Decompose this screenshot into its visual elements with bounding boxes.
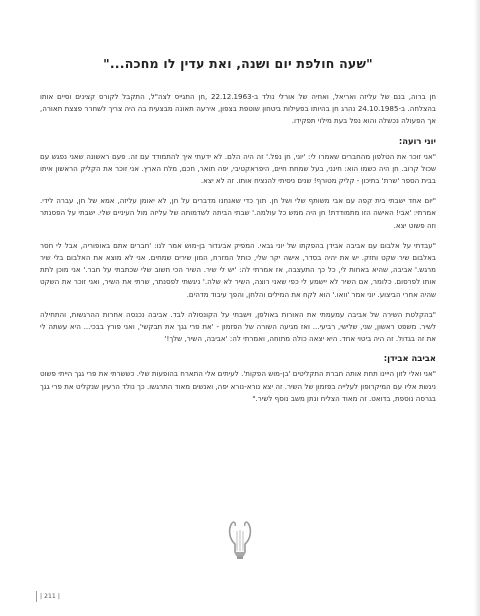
- section-heading-aviva: אביבה אבידן:: [383, 353, 436, 364]
- yoni-paragraph-1: "אני זוכר את הטלפון מהחברים שאמרו לי: 'יוני, חן נפל.' זה היה הלם. לא ידעתי איך להתמודד עם זה. פעם ראשונה שאני נפגש עם שכול קרוב. חן היה כשמו הוא: חינני, בעל שמחת חיים, היפראקטיבי, יפה תואר, חכם, מלח הארץ. אני זוכר את הקליק הראשון איתו בבית הספר 'שרת' בתיכון - קליק מטורף! שנים ניסיתי להנציח אותו. זה לא יצא.: [40, 151, 436, 186]
- page-edge-shadow: [474, 0, 480, 616]
- yoni-paragraph-4: "בהקלטת השירה של אביבה עמעמתי את האורות באולפן, וישבתי על הקונסולה לבד. אביבה נכנסה אחרות ההרגשות, והתחילה לשיר. משפט ראשון, שני, שלישי, רביעי... ואז מגיעה השורה של הפזמון - 'את פרי גגך את תבקשי', ואני פורץ בבכי... היא עשתה לי את זה בגדול. זה היה ביטוי אחד. היא יצאה כולה מתוחה, ואמרתי לה: 'אביבה, השיר, שלך!': [40, 309, 436, 344]
- lyre-icon: [226, 519, 254, 561]
- yoni-paragraph-3: "עבדתי על אלבום עם אביבה אבידן בהפקתו של יוני גבאי. המפיק אביגדור בן-מוש אמר לנו: 'חברים אתם באופוריה, אבל לי חסר באלבום שיר שקט וחזק. יש את יהיה בסדר, אישה יקר שלי, כותל המזרח, המון שירים שמחים. אני לא מוצא את האלבום בלי שיר מרגש.' אביבה, שהיא באחות לי, כל כך התעצבה, אז אמרתי לה: 'יש לי שיר. השיר הכי חשוב שלי שכתבתי על חבר.' אני מוכן לתת אותו לפרסום. כלומר, אם השיר לא יישמע לי כפי שאני רוצה, השיר לא שלה.' ניגשתי לפסנתר, שרתי את השיר, ואני זוכר את השקט שהיה אחרי הביצוע. יוני אמר 'וואו.' הוא לקח את המילים והלחן, והפך עיבוד מדהים.: [40, 240, 436, 299]
- article-body: [40, 56, 436, 413]
- section-heading-yoni: יוני רועה:: [398, 135, 436, 146]
- article-title: "שעה חולפת יום ושנה, ואת עדין לו מחכה...": [103, 56, 373, 71]
- yoni-paragraph-2: "יום אחד ישבתי בית קפה עם אבי משותף שלי ושל חן. תוך כדי שאנחנו מדברים על חן, לא יאומן עליזה, אמא של חן, עברה לידי. אמרתי: 'אבי! האישה הזו מתמודדת! חן היה ממש כל עולמה.' שבתי הביתה לשדמותה של עליזה מול העיניים שלי. ישבתי על הפסנתר וזה פשוט יצא.: [40, 196, 436, 230]
- aviva-paragraph-1: "אני ואלי לזון הייינו תחת אותה חברת התקליטים 'בן-מוש הפקות'. לעיתים אלי התארח בהופעות שלי. כששרתי את פרי גגך הייתי פשוט ניגשת אליו עם המיקרופון לעלייה בפזמון של השיר. זה יצא נורא-נורא יפה, ואנשים מאוד התרגשו. כך נולד הרעיון שנקליט את פרי גגך בגרסה נוספת, בדואט. זה מאוד הצליח ונתן משב נוסף לשיר.": [40, 369, 436, 403]
- intro-paragraph: חן ברוה, בנם של עליזה ואריאל, ואחיה של אורלי נולד ב-22.12.1963 ,חן התגייס לצה"ל, התקבל לקורס קצינים וסיים אותו בהצלחה. ב-24.10.1985 נהרג חן בהיותו בפעילות ביטחון שוטפת בצפון, אירעה תאונה מבצעית בה היה צריך לשחרר פצצת תאורה, אך הפעולה נכשלה והוא נפל בעת מילוי תפקידו.: [40, 92, 436, 126]
- page-number-divider: [36, 591, 37, 602]
- page-number: | 211 |: [40, 593, 60, 600]
